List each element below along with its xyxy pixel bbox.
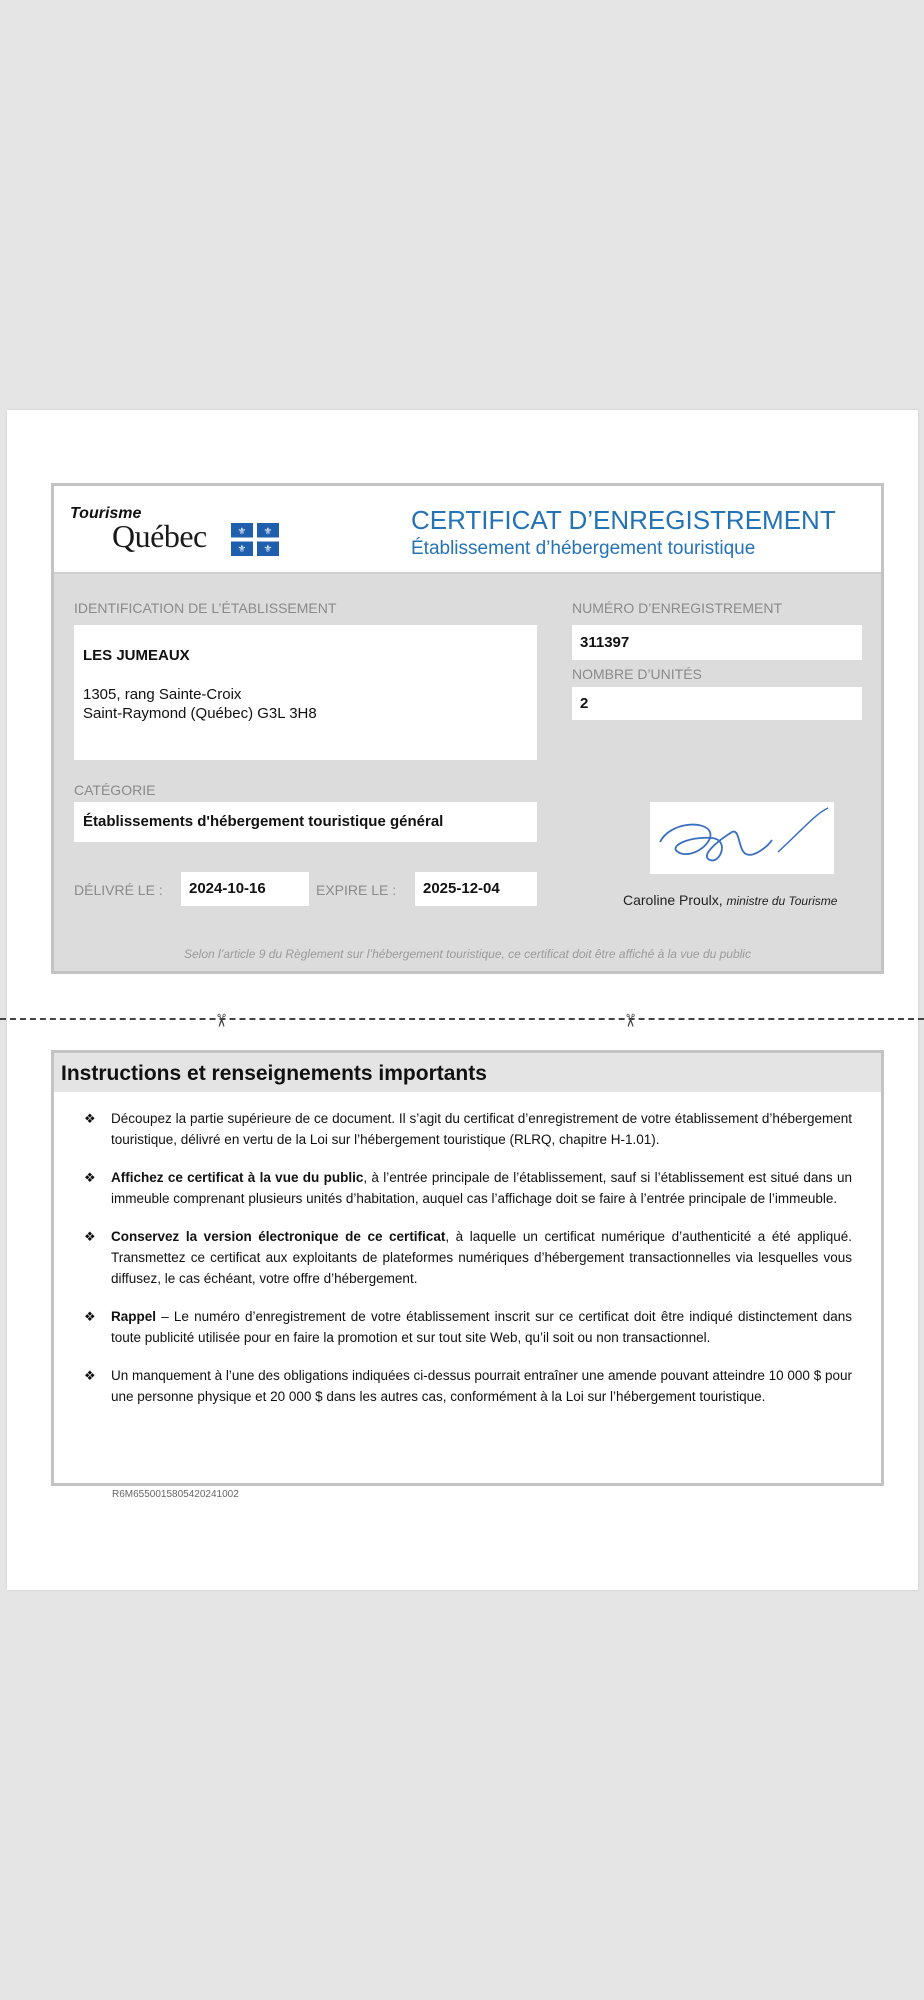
reference-code: R6M6550015805420241002 [112,1489,239,1500]
registration-number-label: NUMÉRO D’ENREGISTREMENT [572,600,783,616]
identification-label: IDENTIFICATION DE L’ÉTABLISSEMENT [74,600,337,616]
quebec-flag-icon [231,523,279,556]
instructions-list [84,1108,852,1424]
svg-text:⚜: ⚜ [237,544,247,555]
expires-date-box [415,872,537,906]
svg-text:⚜: ⚜ [263,526,273,538]
address-line-2: Saint-Raymond (Québec) G3L 3H8 [83,705,317,722]
signature-graphic [650,802,834,874]
certificate-title: CERTIFICAT D’ENREGISTREMENT [411,505,836,535]
certificate-subtitle: Établissement d’hébergement touristique [411,538,756,559]
instructions-panel [51,1050,884,1486]
expires-date: 2025-12-04 [423,880,500,897]
instruction-item: ❖ Un manquement à l’une des obligations indiquées ci-dessus pourrait entraîner une amende pouvant atteindre 10 000 $ pour une personne physique et 20 000 $ dans les autres cas, conformément à la Loi sur l’hébergement touristique. [111,1365,852,1407]
address-line-1: 1305, rang Sainte-Croix [83,686,242,703]
diamond-bullet-icon: ❖ [84,1368,96,1383]
scissors-icon: ✂ [620,1012,641,1029]
issued-date: 2024-10-16 [189,880,266,897]
instruction-item: ❖ Conservez la version électronique de ce certificat, à laquelle un certificat numérique d’authenticité a été appliqué. Transmettez ce certificat aux exploitants de plateformes numériques d’hébergement transactionnelles via lesquelles vous diffusez, le cas échéant, votre offre d’hébergement. [111,1226,852,1289]
logo-quebec-text: Québec [112,518,207,554]
diamond-bullet-icon: ❖ [84,1309,96,1324]
registration-number: 311397 [580,634,630,651]
category-value: Établissements d'hébergement touristique général [83,813,444,830]
units-label: NOMBRE D’UNITÉS [572,666,702,682]
instruction-item: ❖ Découpez la partie supérieure de ce document. Il s’agit du certificat d’enregistrement de votre établissement d’hébergement touristique, délivré en vertu de la Loi sur l’hébergement touristique (RLRQ, chapitre H-1.01). [111,1108,852,1150]
signer-title: ministre du Tourisme [726,894,838,908]
scissors-icon: ✂ [211,1012,232,1029]
document-page [7,410,918,1590]
issued-label: DÉLIVRÉ LE : [74,882,163,898]
signer [623,892,837,908]
diamond-bullet-icon: ❖ [84,1111,96,1126]
establishment-box [74,625,537,760]
logo-tourisme-text: Tourisme [70,505,142,522]
diamond-bullet-icon: ❖ [84,1229,96,1244]
units-box [572,687,862,720]
svg-text:⚜: ⚜ [263,544,273,555]
expires-label: EXPIRE LE : [316,882,397,898]
instruction-item: ❖ Rappel – Le numéro d’enregistrement de votre établissement inscrit sur ce certificat doit être indiqué distinctement dans toute publicité utilisée pour en faire la promotion et sur tout site Web, qu’il soit ou non transactionnel. [111,1306,852,1348]
signer-name: Caroline Proulx, [623,892,723,908]
certificate-header [54,486,881,574]
instructions-heading: Instructions et renseignements importants [54,1053,881,1092]
svg-text:⚜: ⚜ [237,526,247,538]
instruction-item: ❖ Affichez ce certificat à la vue du public, à l’entrée principale de l’établissement, sauf si l’établissement est situé dans un immeuble comprenant plusieurs unités d’habitation, auquel cas l’affichage doit se faire à l’entrée principale de l’immeuble. [111,1167,852,1209]
diamond-bullet-icon: ❖ [84,1170,96,1185]
category-label: CATÉGORIE [74,782,156,798]
issued-date-box [181,872,309,906]
category-box [74,802,537,842]
signature-box [650,802,834,874]
registration-certificate [51,483,884,974]
certificate-footnote: Selon l’article 9 du Règlement sur l’hébergement touristique, ce certificat doit être affiché à la vue du public [184,947,751,961]
registration-number-box [572,625,862,660]
establishment-name: LES JUMEAUX [83,647,190,664]
cut-line [0,1018,924,1020]
units-value: 2 [580,695,589,712]
